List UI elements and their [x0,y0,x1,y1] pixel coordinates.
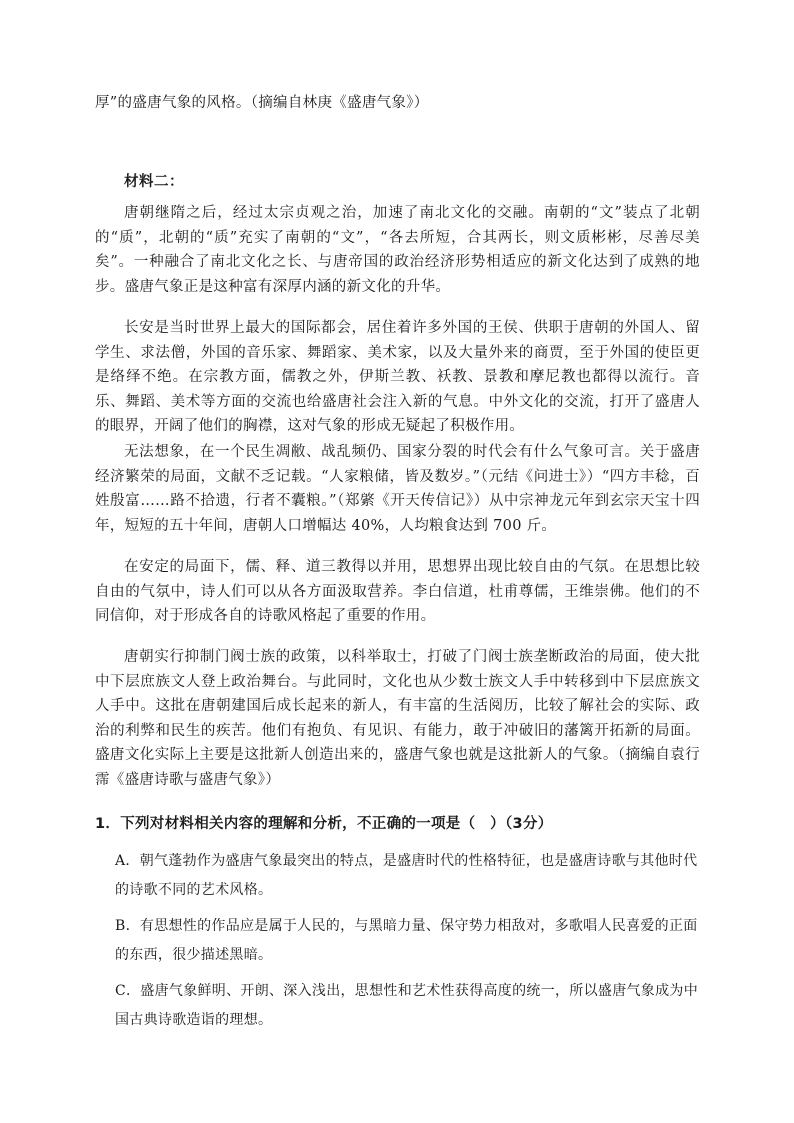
question-1-stem: 1．下列对材料相关内容的理解和分析，不正确的一项是（ ）（3分） [95,816,553,832]
question-1-option-c: C．盛唐气象鲜明、开朗、深入浅出，思想性和艺术性获得高度的统一，所以盛唐气象成为中国古典诗歌造诣的理想。 [115,983,699,1028]
material2-paragraph-2: 长安是当时世界上最大的国际都会，居住着许多外国的王侯、供职于唐朝的外国人、留学生、求法僧，外国的音乐家、舞蹈家、美术家，以及大量外来的商贾，至于外国的使臣更是络绎不绝。在宗教方面，儒教之外，伊斯兰教、袄教、景教和摩尼教也都得以流行。音乐、舞蹈、美术等方面的交流也给盛唐社会注入新的气息。中外文化的交流，打开了盛唐人的眼界，开阔了他们的胸襟，这对气象的形成无疑起了积极作用。 [95,320,700,434]
material1-closing-line: 厚”的盛唐气象的风格。（摘编自林庚《盛唐气象》） [95,95,429,111]
material2-paragraph-3: 无法想象，在一个民生凋敝、战乱频仍、国家分裂的时代会有什么气象可言。关于盛唐经济繁荣的局面，文献不乏记载。“人家粮储，皆及数岁。”（元结《问进士》）“四方丰稔，百姓殷富……路不拾遗，行者不囊粮。”（郑綮《开天传信记》）从中宗神龙元年到玄宗天宝十四年，短短的五十年间，唐朝人口增幅达 40%，人均粮食达到 700 斤。 [95,444,700,534]
material2-paragraph-4: 在安定的局面下，儒、释、道三教得以并用，思想界出现比较自由的气氛。在思想比较自由的气氛中，诗人们可以从各方面汲取营养。李白信道，杜甫尊儒，王维崇佛。他们的不同信仰，对于形成各自的诗歌风格起了重要的作用。 [95,559,700,624]
question-1-option-b: B．有思想性的作品应是属于人民的，与黑暗力量、保守势力相敌对，多歌唱人民喜爱的正面的东西，很少描述黑暗。 [115,918,698,963]
question-1-option-a: A．朝气蓬勃作为盛唐气象最突出的特点，是盛唐时代的性格特征，也是盛唐诗歌与其他时代的诗歌不同的艺术风格。 [115,853,698,898]
material2-paragraph-5: 唐朝实行抑制门阀士族的政策，以科举取士，打破了门阀士族垄断政治的局面，使大批中下层庶族文人登上政治舞台。与此同时，文化也从少数士族文人手中转移到中下层庶族文人手中。这批在唐朝建国后成长起来的新人，有丰富的生活阅历，比较了解社会的实际、政治的利弊和民生的疾苦。他们有抱负、有见识、有能力，敢于冲破旧的藩篱开拓新的局面。盛唐文化实际上主要是这批新人创造出来的，盛唐气象也就是这批新人的气象。（摘编自袁行霈《盛唐诗歌与盛唐气象》） [95,649,700,788]
material2-paragraph-1: 唐朝继隋之后，经过太宗贞观之治，加速了南北文化的交融。南朝的“文”装点了北朝的“质”，北朝的“质”充实了南朝的“文”，“各去所短，合其两长，则文质彬彬，尽善尽美矣”。一种融合了南北文化之长、与唐帝国的政治经济形势相适应的新文化达到了成熟的地步。盛唐气象正是这种富有深厚内涵的新文化的升华。 [95,205,700,295]
material2-heading: 材料二： [124,173,184,190]
